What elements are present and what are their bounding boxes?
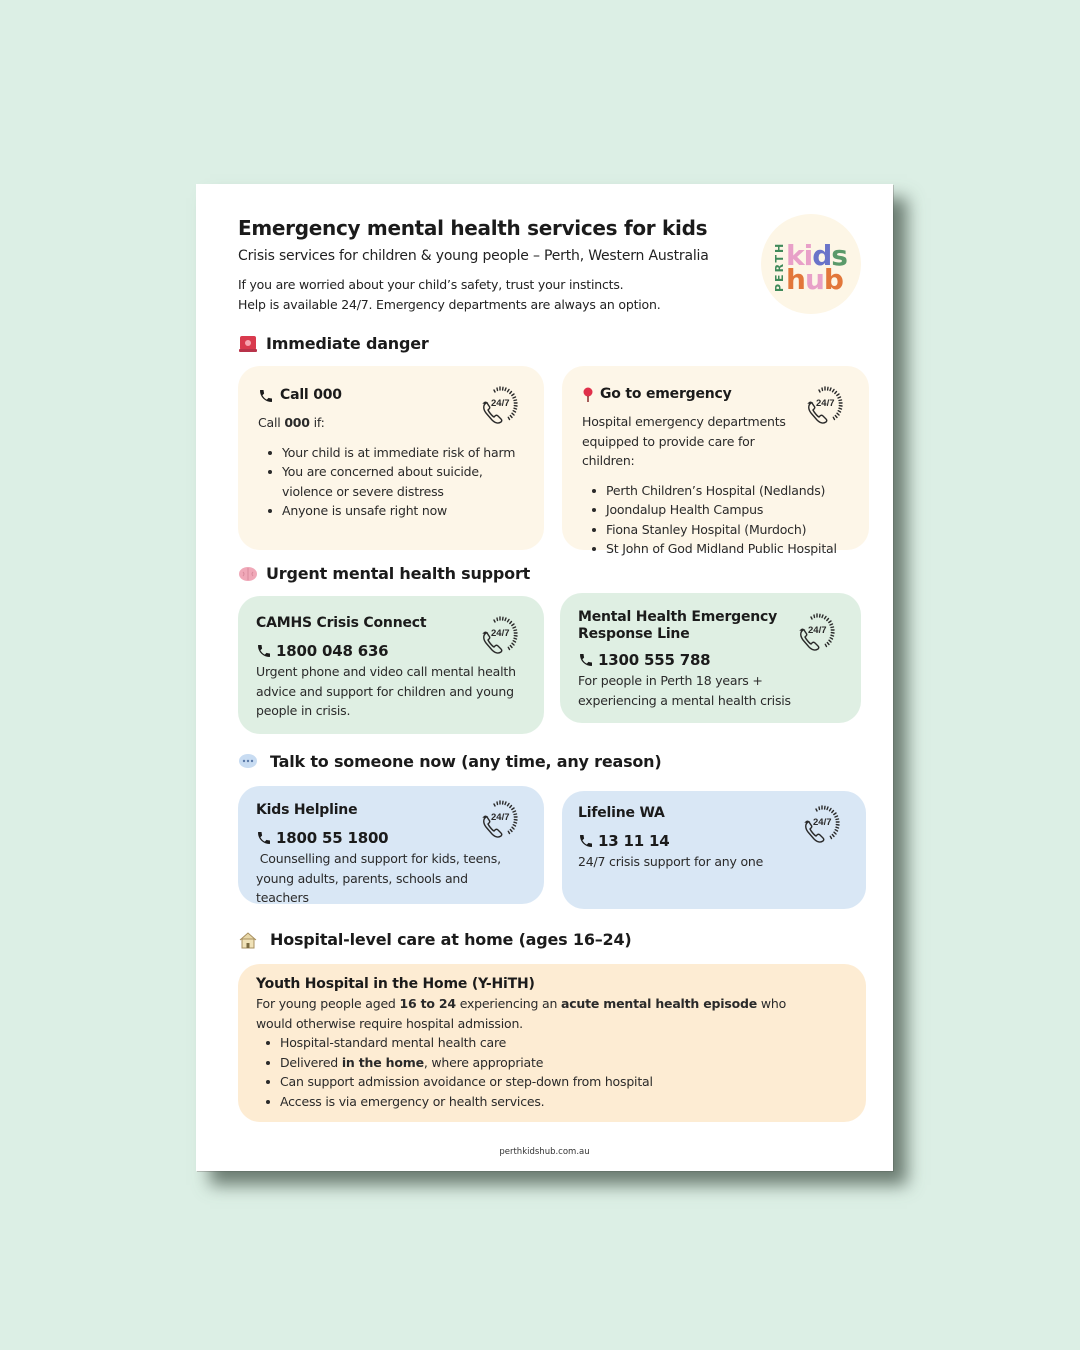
text-run: who would otherwise require hospital admission. <box>256 996 787 1031</box>
phone-icon <box>578 652 594 668</box>
card-description: 24/7 crisis support for any one <box>578 854 764 869</box>
card-description <box>256 994 816 1033</box>
list-item <box>256 1033 846 1053</box>
section-heading-talk-to-someone <box>238 752 661 771</box>
text-bold: 16 to 24 <box>399 996 456 1011</box>
list-item: Joondalup Health Campus <box>582 500 849 520</box>
siren-icon <box>238 335 258 353</box>
phone-icon <box>256 643 272 659</box>
card-youth-hospital-in-the-home <box>238 964 866 1122</box>
logo-hub-text: hub <box>786 263 843 296</box>
card-call-000 <box>238 366 544 550</box>
text-bold: in the home <box>341 1054 424 1070</box>
card-title-text: Call 000 <box>280 387 342 403</box>
section-heading-immediate-danger <box>238 334 429 353</box>
text-run: Access is via emergency or health services. <box>280 1093 545 1109</box>
card-title: CAMHS Crisis Connect <box>256 615 427 631</box>
list-item: You are concerned about suicide, violence or severe distress <box>258 462 524 501</box>
phone-number-text[interactable]: 13 11 14 <box>598 832 670 850</box>
hospital-list <box>582 481 849 559</box>
card-title: Mental Health Emergency Response Line <box>578 609 778 642</box>
lead-prefix: Call <box>258 415 285 430</box>
list-item: Perth Children’s Hospital (Nedlands) <box>582 481 849 501</box>
card-title: Youth Hospital in the Home (Y-HiTH) <box>256 976 535 992</box>
text-run: Can support admission avoidance or step-down from hospital <box>280 1074 653 1089</box>
flyer-page <box>196 184 893 1171</box>
speech-bubble-icon <box>238 753 258 771</box>
text-run: experiencing an <box>455 996 561 1011</box>
text-run: Delivered <box>280 1054 342 1070</box>
text-run: For young people aged <box>256 996 400 1011</box>
phone-number-text[interactable]: 1800 55 1800 <box>276 829 389 847</box>
phone-number-text[interactable]: 1800 048 636 <box>276 642 389 660</box>
intro-text <box>238 275 661 315</box>
logo-kids-text: kids <box>786 239 847 272</box>
section-heading-text: Immediate danger <box>266 334 429 353</box>
list-item <box>256 1072 846 1092</box>
section-heading-text: Urgent mental health support <box>266 564 531 583</box>
card-title: Kids Helpline <box>256 802 358 818</box>
card-title: Lifeline WA <box>578 805 665 821</box>
footer-url[interactable]: perthkidshub.com.au <box>499 1147 590 1157</box>
24-7-phone-icon <box>476 382 524 430</box>
intro-line: Help is available 24/7. Emergency departments are always an option. <box>238 297 661 312</box>
24-7-phone-icon <box>476 796 524 844</box>
card-mental-health-emergency-response-line <box>560 593 861 723</box>
phone-number-text[interactable]: 1300 555 788 <box>598 651 711 669</box>
page-subtitle: Crisis services for children & young people – Perth, Western Australia <box>238 248 709 264</box>
phone-icon <box>578 833 594 849</box>
brain-icon <box>238 565 258 583</box>
list-item: Fiona Stanley Hospital (Murdoch) <box>582 520 849 540</box>
section-heading-text: Talk to someone now (any time, any reason) <box>270 752 662 771</box>
24-7-phone-icon <box>476 612 524 660</box>
card-camhs-crisis-connect <box>238 596 544 734</box>
logo-perth-text: PERTH <box>773 241 786 292</box>
list-item <box>256 1092 846 1112</box>
card-description: Urgent phone and video call mental health advice and support for children and young people in crisis. <box>256 664 516 718</box>
section-heading-text: Hospital-level care at home (ages 16–24) <box>270 930 632 949</box>
phone-icon <box>256 830 272 846</box>
bullet-list <box>256 1033 846 1111</box>
bullet-list <box>258 443 524 521</box>
phone-icon <box>258 388 274 404</box>
list-item: Anyone is unsafe right now <box>258 501 524 521</box>
section-heading-hospital-at-home <box>238 930 632 949</box>
perth-kids-hub-logo <box>761 214 861 314</box>
card-description: Counselling and support for kids, teens, young adults, parents, schools and teachers <box>256 851 505 905</box>
house-icon <box>238 931 258 949</box>
intro-line: If you are worried about your child’s safety, trust your instincts. <box>238 277 624 292</box>
card-lead-text: Hospital emergency departments equipped to provide care for children: <box>582 414 786 468</box>
card-title-text: Go to emergency <box>600 386 732 402</box>
lead-bold: 000 <box>284 415 310 430</box>
24-7-phone-icon <box>798 801 846 849</box>
page-title: Emergency mental health services for kids <box>238 216 708 240</box>
card-description: For people in Perth 18 years + experiencing a mental health crisis <box>578 673 791 708</box>
list-item: Your child is at immediate risk of harm <box>258 443 524 463</box>
lead-suffix: if: <box>309 415 325 430</box>
text-run: Hospital-standard mental health care <box>280 1035 507 1050</box>
card-kids-helpline <box>238 786 544 904</box>
list-item <box>256 1053 846 1073</box>
24-7-phone-icon <box>801 382 849 430</box>
card-go-to-emergency <box>562 366 869 556</box>
24-7-phone-icon <box>793 609 841 657</box>
text-bold: acute mental health episode <box>560 996 758 1011</box>
pin-icon <box>582 387 594 403</box>
text-run: , where appropriate <box>423 1054 544 1070</box>
card-lifeline-wa <box>562 791 866 909</box>
section-heading-urgent-support <box>238 564 530 583</box>
list-item: St John of God Midland Public Hospital <box>582 539 849 559</box>
